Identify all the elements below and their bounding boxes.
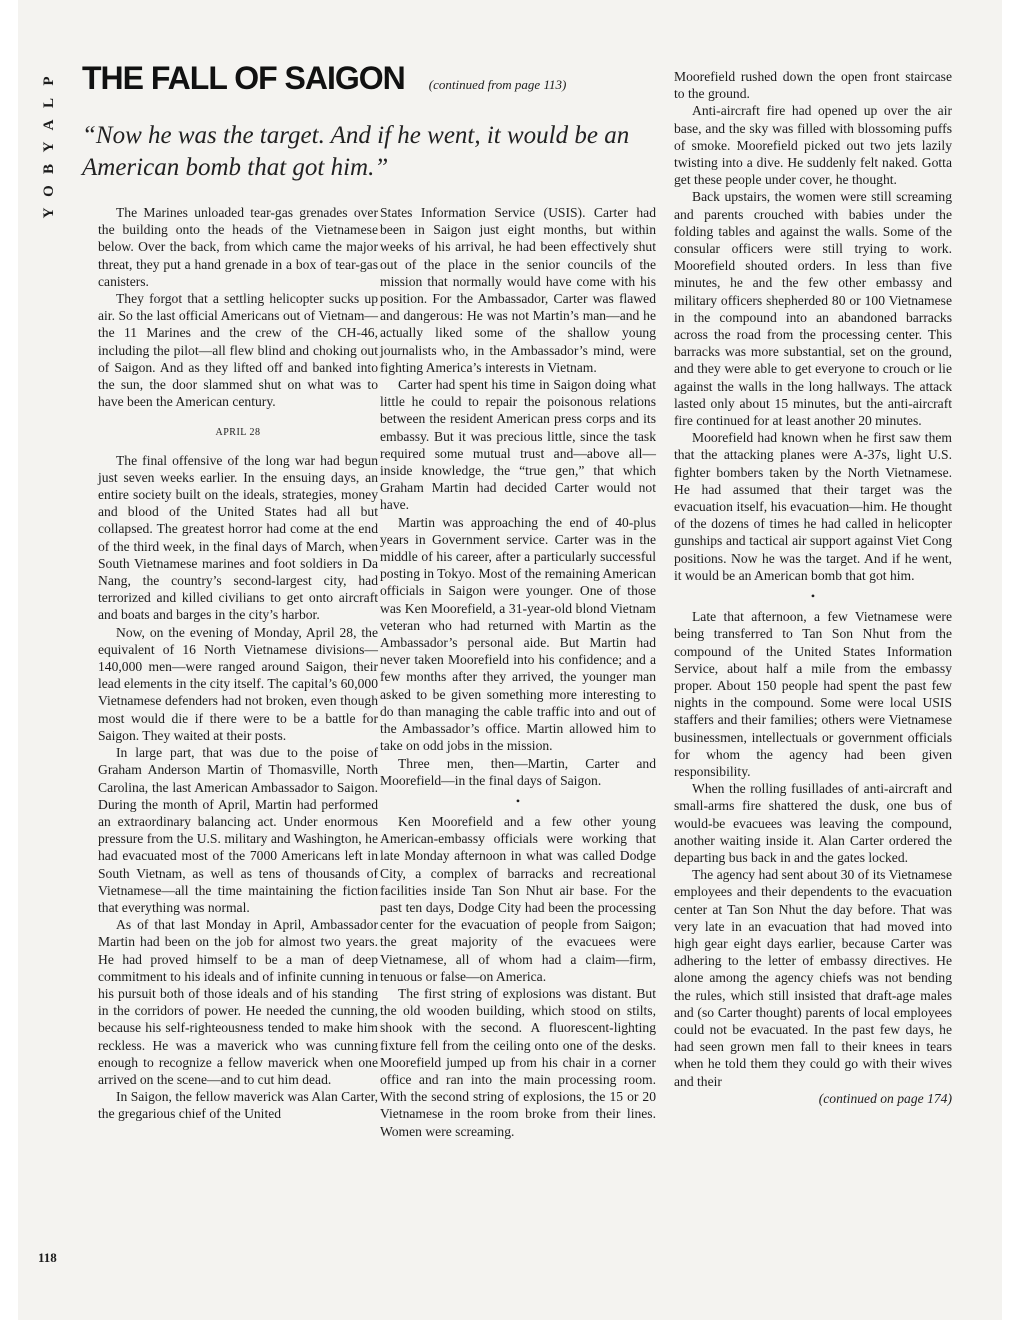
magazine-page xyxy=(18,0,1002,1320)
paragraph: The Marines unloaded tear-gas grenades over the building onto the heads of the Vietnamese below. Over the back, from which came the major threat, they put a hand grenade in a box of tear-gas canisters. xyxy=(98,205,378,289)
paragraph: As of that last Monday in April, Ambassador Martin had been on the job for almost two years. He had proved himself to be a man of deep commitment to his ideals and of infinite cunning in his pursuit both of those ideals and of his standing in the corridors of power. He needed the cunning, because his self-righteousness tended to make him reckless. He was a maverick who was cunning enough to recognize a fellow maverick when one arrived on the scene—and to cut him dead. xyxy=(98,917,378,1087)
masthead-letter: P xyxy=(41,76,57,86)
paragraph: Carter had spent his time in Saigon doing what little he could to repair the poisonous relations between the resident American press corps and its embassy. But it was precious little, since the task required some mutual trust and—above all—inside knowledge, the “true gen,” that which Graham Martin had decided Carter would not have. xyxy=(380,377,656,513)
paragraph: Three men, then—Martin, Carter and Moorefield—in the final days of Saigon. xyxy=(380,755,656,788)
section-break-bullet: • xyxy=(810,589,816,604)
text-column-1 xyxy=(98,204,378,1123)
paragraph: Moorefield rushed down the open front staircase to the ground. xyxy=(674,69,952,102)
paragraph: In Saigon, the fellow maverick was Alan Carter, the gregarious chief of the United xyxy=(98,1089,378,1122)
paragraph: Now, on the evening of Monday, April 28, the equivalent of 16 North Vietnamese divisions—140,000 men—were ranged around Saigon, their lead elements in the city itself. The capital’s 60,000 Vietnamese defenders had not broken, even though most would die if there were to be a battle for Saigon. They waited at their posts. xyxy=(98,624,378,743)
continued-on-note: (continued on page 174) xyxy=(818,1090,952,1106)
masthead-letter: A xyxy=(41,119,57,131)
paragraph: The agency had sent about 30 of its Vietnamese employees and their dependents to the evacuation center at Tan Son Nhut the day before. That was very late in an evacuation that had moved into high gear eight days earlier, because Carter was adhering to the letter of embassy directives. He alone among the agency chiefs was not bending the rules, which still insisted that draft-age males and (so Carter thought) parents of local employees could not be evacuated. In the past few days, he had seen grown men fall to their knees in tears when he told them they could go with their wives and their xyxy=(674,867,952,1089)
pull-quote: “Now he was the target. And if he went, it would be an American bomb that got him.” xyxy=(82,122,630,181)
paragraph: The final offensive of the long war had begun just seven weeks earlier. In the ensuing days, an entire society built on the ideals, strategies, money and blood of the United States had all but collapsed. The greatest horror had come at the end of the third week, in the final days of March, when South Vietnamese marines and foot soldiers in Da Nang, the country’s second-largest city, had terrorized and killed civilians to get onto aircraft and boats and barges in the city’s harbor. xyxy=(98,452,378,623)
section-subhead: APRIL 28 xyxy=(215,427,261,439)
paragraph: Moorefield had known when he first saw them that the attacking planes were A-37s, light U.S. fighter bombers taken by the North Vietnamese. He had assumed that their target was the evacuation itself, his evacuation—him. He thought of the dozens of times he had called in helicopter gunships and tactical air support against Viet Cong positions. Now he was the target. And if he went, it would be an American bomb that got him. xyxy=(674,430,952,583)
paragraph: Late that afternoon, a few Vietnamese were being transferred to Tan Son Nhut from the compound of the United States Information Service, about half a mile from the embassy proper. About 150 people had spent the past few nights in the compound. Some were local USIS staffers and their families; others were Vietnamese businessmen, intellectuals or government officials for whom the agency had been given responsibility. xyxy=(674,609,952,779)
paragraph: Ken Moorefield and a few other young American-embassy officials were working that late Monday afternoon in what was called Dodge City, a complex of barracks and recreational facilities inside Tan Son Nhut air base. For the past ten days, Dodge City had been the processing center for the evacuation of people from Saigon; the great majority of the evacuees were Vietnamese, all of whom had a claim—firm, tenuous or false—on America. xyxy=(380,813,656,984)
text-column-3 xyxy=(674,68,952,1107)
paragraph: They forgot that a settling helicopter sucks up air. So the last official Americans out of Vietnam—the 11 Marines and the crew of the CH-46, including the pilot—all flew blind and choking out of Saigon. And as they lifted off and banked into the sun, the door slammed shut on what was to have been the American century. xyxy=(98,291,378,410)
masthead-letter: Y xyxy=(41,141,57,153)
article-headline xyxy=(82,60,662,97)
masthead-letter: Y xyxy=(41,207,57,219)
paragraph: In large part, that was due to the poise of Graham Anderson Martin of Thomasville, North Carolina, the last American Ambassador to Saigon. During the month of April, Martin had performed an extraordinary balancing act. Under enormous pressure from the U.S. military and Washington, he had evacuated most of the 7000 Americans left in South Vietnam, as well as tens of thousands of Vietnamese—all the time maintaining the fiction that everything was normal. xyxy=(98,745,378,915)
paragraph: When the rolling fusillades of anti-aircraft and small-arms fire shattered the dusk, one bus of would-be evacuees was leaving the compound, another waiting inside it. Alan Carter ordered the departing bus back in and the gates locked. xyxy=(674,781,952,865)
section-break-bullet: • xyxy=(515,793,521,808)
paragraph: States Information Service (USIS). Carter had been in Saigon just eight months, but within weeks of his arrival, he had been effectively shut out of the place in the senior councils of the mission that normally would have come with his position. For the Ambassador, Carter was flawed and dangerous: He was not Martin’s man—and he actually liked some of the shallow young journalists who, in the Ambassador’s mind, were fighting America’s interests in Vietnam. xyxy=(380,205,656,375)
article-title: THE FALL OF SAIGON xyxy=(82,60,405,96)
paragraph: Back upstairs, the women were still screaming and parents crouched with babies under the folding tables and against the walls. Some of the consular officers were still trying to work. Moorefield shouted orders. In less than five minutes, he and the few other embassy and military officers shepherded 80 or 100 Vietnamese in the compound into an abandoned barracks across the road from the processing center. This barracks was more substantial, set on the ground, and they were able to get everyone to crouch or lie against the walls in the long hallways. The attack lasted only about 15 minutes, but the anti-aircraft fire continued for at least another 20 minutes. xyxy=(674,189,952,429)
paragraph: Martin was approaching the end of 40-plus years in Government service. Carter was in the middle of his career, after a particularly successful posting in Tokyo. Most of the remaining American officials in Saigon were younger. One of those was Ken Moorefield, a 31-year-old blond Vietnam veteran who had returned with Martin as the Ambassador’s personal aide. But Martin had never taken Moorefield into his confidence; and a few months after they arrived, the younger man asked to be given something more interesting to do than managing the cable traffic into and out of the Ambassador’s office. Martin allowed him to take on odd jobs in the mission. xyxy=(380,514,656,754)
magazine-masthead-vertical xyxy=(38,70,68,224)
continued-from-note: (continued from page 113) xyxy=(428,77,567,92)
masthead-letter: B xyxy=(41,164,57,175)
paragraph: The first string of explosions was distant. But the old wooden building, which stood on stilts, shook with the second. A fluorescent-lighting fixture fell from the ceiling onto one of the desks. Moorefield jumped up from his chair in a corner office and ran into the main processing room. With the second string of explosions, the 15 or 20 Vietnamese in the room broke from their lines. Women were screaming. xyxy=(380,985,656,1139)
masthead-letter: L xyxy=(41,98,57,109)
masthead-letter: O xyxy=(41,185,57,197)
paragraph: Anti-aircraft fire had opened up over the air base, and the sky was filled with blossoming puffs of smoke. Moorefield picked out two jets lazily twisting into a dive. He suddenly felt naked. Gotta get these people under cover, he thought. xyxy=(674,103,952,188)
page-number: 118 xyxy=(38,1250,57,1265)
text-column-2 xyxy=(380,204,656,1140)
